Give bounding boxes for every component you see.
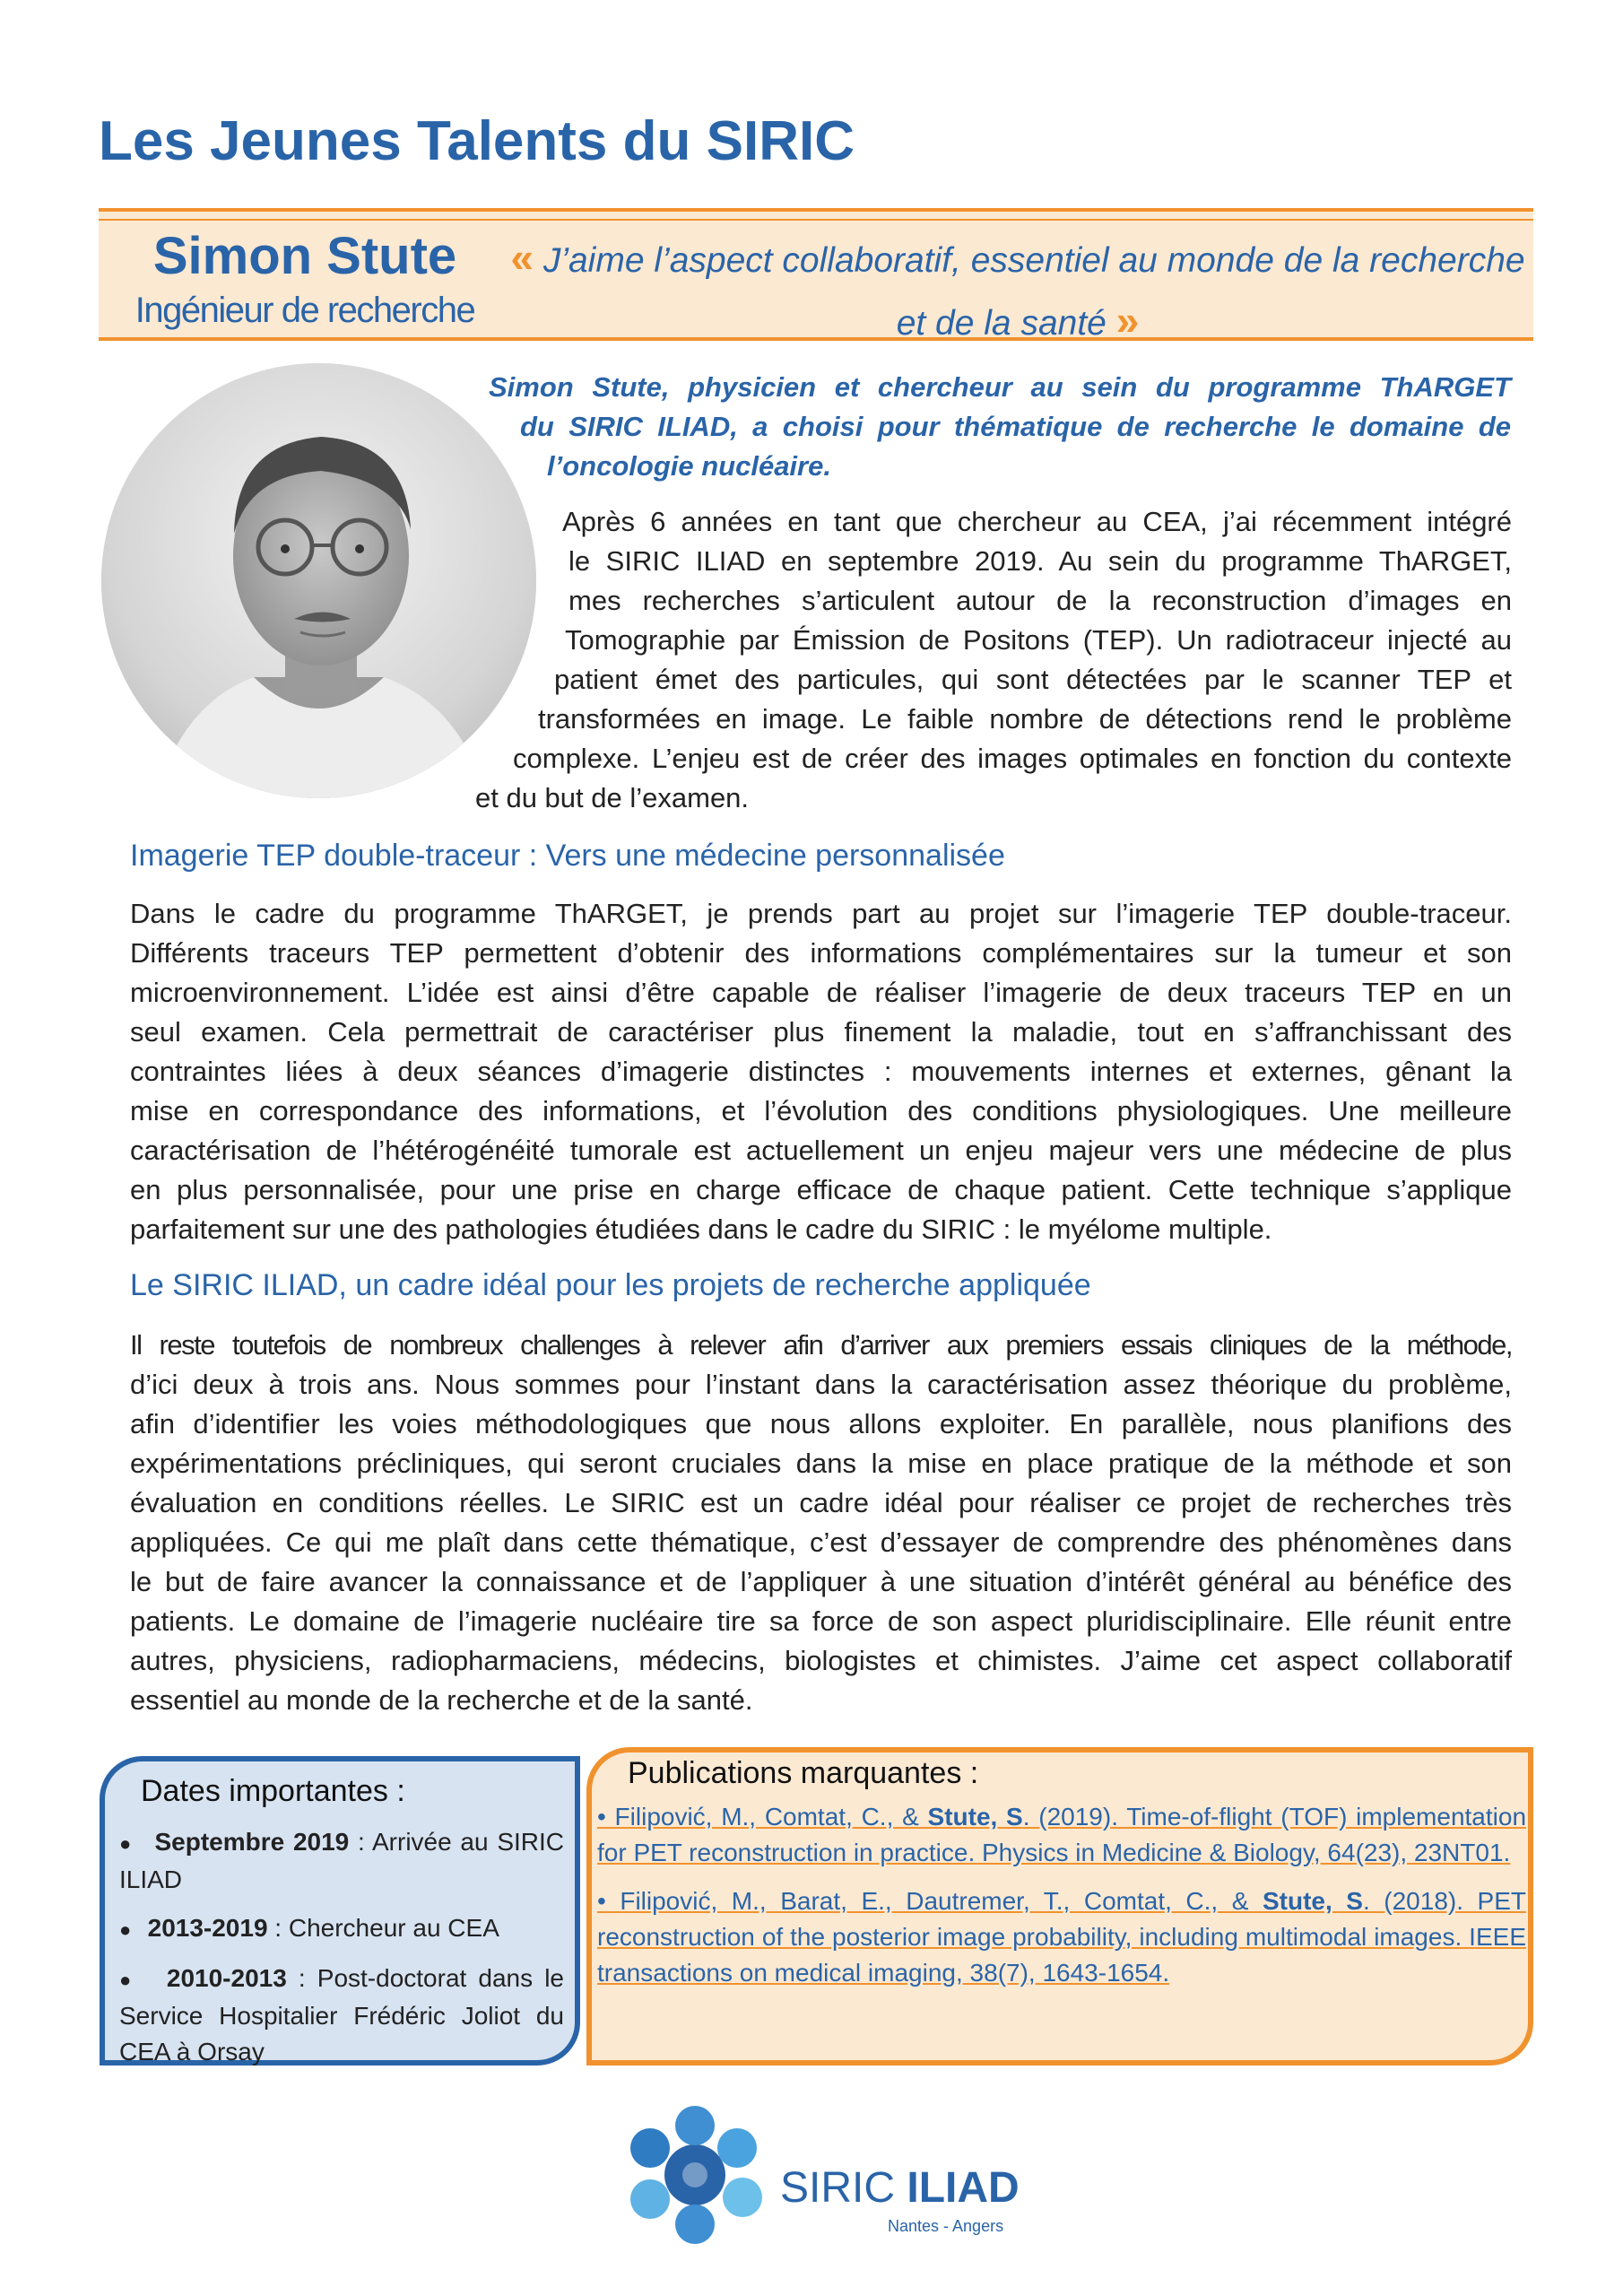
intro-body-line: mes recherches s’articulent autour de la reconstruction d’images en: [568, 585, 1512, 616]
publication-link[interactable]: • Filipović, M., Comtat, C., & Stute, S. (2019). Time-of-flight (TOF) implementation for PET reconstruction in practice. Physics in Medicine & Biology, 64(23), 23NT01.: [597, 1803, 1527, 1866]
section2-line: d’ici deux à trois ans. Nous sommes pour l’instant dans la caractérisation assez théorique du problème,: [130, 1369, 1512, 1400]
publication-details: . (2019). Time-of-flight (TOF) implementation for PET reconstruction in practice. Physics in Medicine & Biology, 64(23), 23NT01.: [597, 1803, 1527, 1866]
date-text: : Arrivée au SIRIC ILIAD: [119, 1828, 564, 1893]
section1-line: contraintes liées à deux séances d’imagerie distinctes : mouvements internes et externes, gênant la: [130, 1056, 1512, 1087]
dates-list: [119, 1824, 564, 2083]
date-label: 2013-2019: [147, 1914, 268, 1942]
publication-authors: Filipović, M., Barat, E., Dautremer, T., Comtat, C., &: [620, 1887, 1263, 1915]
logo-word-iliad: ILIAD: [907, 2164, 1020, 2212]
section2-line: patients. Le domaine de l’imagerie nucléaire tire sa force de son aspect pluridisciplinaire. Elle réunit entre: [130, 1605, 1512, 1637]
person-name: Simon Stute: [152, 227, 457, 285]
list-item: ● 2013-2019 : Chercheur au CEA: [119, 1914, 499, 1942]
section1-line: Différents traceurs TEP permettent d’obtenir des informations complémentaires sur la tumeur et son: [130, 937, 1512, 969]
page-title: Les Jeunes Talents du SIRIC: [99, 110, 855, 172]
dates-title: Dates importantes :: [141, 1774, 405, 1808]
logo-wordmark: [780, 2163, 1020, 2213]
section1-heading: Imagerie TEP double-traceur : Vers une médecine personnalisée: [130, 839, 1005, 873]
intro-body-line: complexe. L’enjeu est de créer des images optimales en fonction du contexte: [513, 743, 1512, 774]
quote-line-1: J’aime l’aspect collaboratif, essentiel au monde de la recherche: [542, 241, 1525, 280]
intro-line: l’oncologie nucléaire.: [547, 450, 831, 482]
section1-line: microenvironnement. L’idée est ainsi d’être capable de réaliser l’imagerie de deux traceurs TEP en un: [130, 977, 1512, 1008]
publication-details: . (2018). PET reconstruction of the posterior image probability, including multimodal images. IEEE transactions on medical imaging, 38(7), 1643-1654.: [597, 1887, 1526, 1987]
intro-body: [0, 502, 1512, 818]
section2-line: évaluation en conditions réelles. Le SIRIC est un cadre idéal pour réaliser ce projet de recherches très: [130, 1487, 1512, 1518]
quote-open-mark: «: [510, 234, 534, 281]
date-label: Septembre 2019: [154, 1828, 350, 1856]
list-item: ● Septembre 2019 : Arrivée au SIRIC ILIAD: [119, 1828, 564, 1893]
intro-body-line: Après 6 années en tant que chercheur au CEA, j’ai récemment intégré: [562, 506, 1512, 537]
date-text: : Post-doctorat dans le Service Hospitalier Frédéric Joliot du CEA à Orsay: [119, 1964, 564, 2066]
publications-list: [597, 1799, 1526, 2004]
section1-body: [130, 894, 1512, 1249]
intro-summary: [489, 368, 1511, 486]
section1-line: seul examen. Cela permettrait de caractériser plus finement la maladie, tout en s’affranchissant des: [130, 1016, 1512, 1048]
publications-box: [586, 1747, 1533, 2066]
intro-line: Simon Stute, physicien et chercheur au sein du programme ThARGET: [489, 371, 1511, 403]
section2-body: [130, 1326, 1512, 1720]
list-item: ● 2010-2013 : Post-doctorat dans le Service Hospitalier Frédéric Joliot du CEA à Orsay: [119, 1964, 564, 2066]
intro-body-line: Tomographie par Émission de Positons (TEP). Un radiotraceur injecté au: [565, 624, 1512, 656]
section2-heading: Le SIRIC ILIAD, un cadre idéal pour les projets de recherche appliquée: [130, 1268, 1091, 1302]
quote: [502, 228, 1533, 353]
section2-line: appliquées. Ce qui me plaît dans cette thématique, c’est d’essayer de comprendre des phénomènes dans: [130, 1526, 1512, 1558]
section1-line: en plus personnalisée, pour une prise en charge efficace de chaque patient. Cette technique s’applique: [130, 1174, 1512, 1205]
intro-line: du SIRIC ILIAD, a choisi pour thématique de recherche le domaine de: [520, 411, 1511, 442]
section1-line: Dans le cadre du programme ThARGET, je prends part au projet sur l’imagerie TEP double-traceur.: [130, 898, 1512, 929]
publication-highlight-author: Stute, S: [927, 1803, 1023, 1831]
date-text: : Chercheur au CEA: [267, 1914, 499, 1942]
intro-body-line: et du but de l’examen.: [475, 782, 750, 813]
logo-subtitle: Nantes - Angers: [888, 2217, 1004, 2235]
quote-close-mark: »: [1115, 297, 1140, 344]
publication-authors: Filipović, M., Comtat, C., &: [614, 1803, 928, 1831]
section2-line: afin d’identifier les voies méthodologiques que nous allons exploiter. En parallèle, nous planifions des: [130, 1408, 1512, 1439]
publications-title: Publications marquantes :: [628, 1756, 979, 1790]
logo-word-siric: SIRIC: [780, 2164, 907, 2212]
dates-box: [100, 1756, 580, 2066]
intro-body-line: le SIRIC ILIAD en septembre 2019. Au sein du programme ThARGET,: [568, 545, 1512, 577]
date-label: 2010-2013: [166, 1964, 287, 1992]
section2-line: le but de faire avancer la connaissance et de l’appliquer à une situation d’intérêt général au bénéfice des: [130, 1566, 1512, 1597]
person-role: Ingénieur de recherche: [135, 291, 475, 330]
header-banner: [99, 208, 1533, 344]
section1-line: mise en correspondance des informations, et l’évolution des conditions physiologiques. Une meilleure: [130, 1095, 1512, 1126]
section2-line: Il reste toutefois de nombreux challenges à relever afin d’arriver aux premiers essais cliniques de la méthode,: [130, 1329, 1512, 1361]
publication-highlight-author: Stute, S: [1262, 1887, 1363, 1915]
publication-link[interactable]: • Filipović, M., Barat, E., Dautremer, T., Comtat, C., & Stute, S. (2018). PET reconstruction of the posterior image probability, including multimodal images. IEEE transactions on medical imaging, 38(7), 1643-1654.: [597, 1887, 1526, 1987]
quote-line-2: et de la santé: [896, 304, 1107, 343]
siric-iliad-logo: [619, 2081, 1020, 2278]
section2-line: essentiel au monde de la recherche et de la santé.: [130, 1684, 753, 1716]
intro-body-line: patient émet des particules, qui sont détectées par le scanner TEP et: [554, 664, 1512, 695]
section2-line: autres, physiciens, radiopharmaciens, médecins, biologistes et chimistes. J’aime cet aspect collaboratif: [130, 1645, 1512, 1676]
section1-line: parfaitement sur une des pathologies étudiées dans le cadre du SIRIC : le myélome multiple.: [130, 1213, 1272, 1245]
section2-line: expérimentations précliniques, qui seront cruciales dans la mise en place pratique de la méthode et son: [130, 1448, 1512, 1479]
section1-line: caractérisation de l’hétérogénéité tumorale est actuellement un enjeu majeur vers une médecine de plus: [130, 1135, 1512, 1166]
logo-emblem-icon: [619, 2099, 771, 2251]
intro-body-line: transformées en image. Le faible nombre de détections rend le problème: [538, 703, 1512, 735]
